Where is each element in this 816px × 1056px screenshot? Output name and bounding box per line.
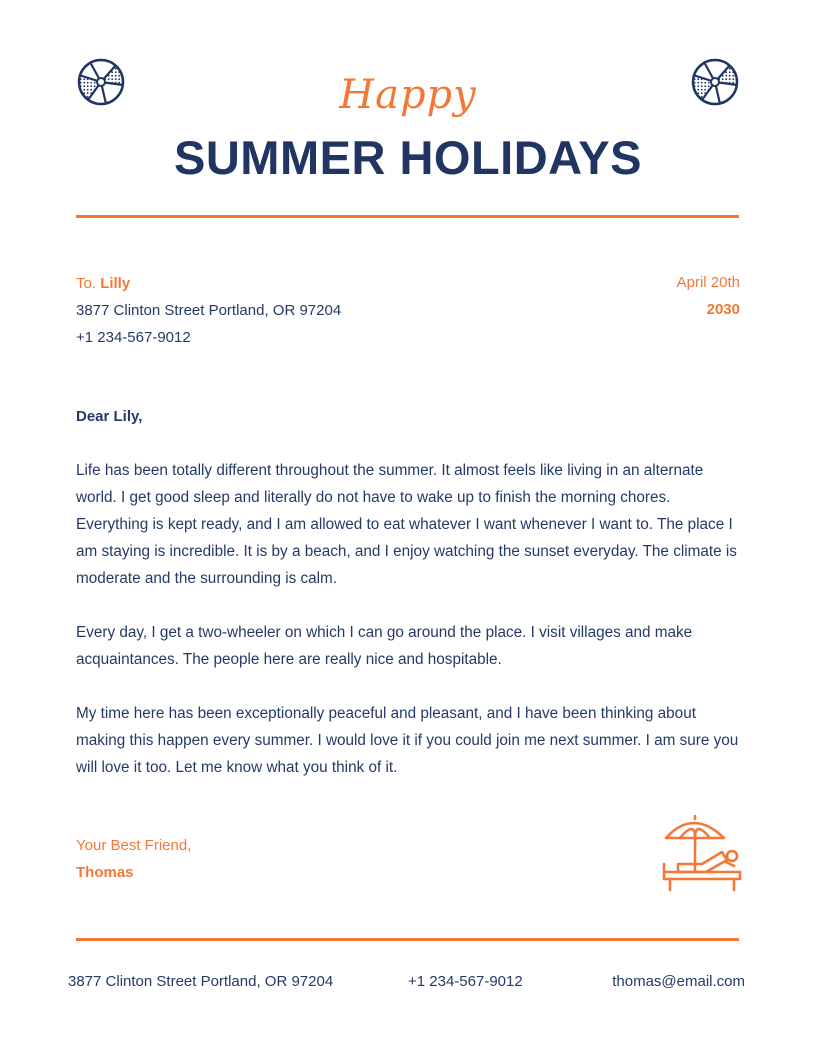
date-year: 2030	[706, 301, 740, 318]
recipient-address: 3877 Clinton Street Portland, OR 97204	[76, 302, 342, 319]
top-divider	[76, 215, 739, 218]
bottom-divider	[76, 938, 739, 941]
footer-phone: +1 234-567-9012	[408, 973, 523, 990]
date-day: April 20th	[676, 274, 740, 291]
body-paragraph-2: Every day, I get a two-wheeler on which I can go around the place. I visit villages and make acquaintances. The people here are really nice and hospitable.	[76, 624, 693, 668]
beach-lounger-umbrella-icon	[660, 814, 742, 896]
body-paragraph-3: My time here has been exceptionally peaceful and pleasant, and I have been thinking about making this happen every summer. I would love it if you could join me next summer. I am sure you will love it too. Let me know what you think of it.	[76, 705, 739, 776]
salutation: Dear Lily,	[76, 408, 143, 425]
footer-address: 3877 Clinton Street Portland, OR 97204	[68, 973, 334, 990]
recipient-phone: +1 234-567-9012	[76, 329, 191, 346]
footer-email[interactable]: thomas@email.com	[612, 973, 745, 990]
to-label: To.	[76, 275, 97, 292]
signature: Thomas	[76, 864, 134, 881]
recipient-line	[76, 270, 130, 297]
body-paragraph-1: Life has been totally different throughout the summer. It almost feels like living in an alternate world. I get good sleep and literally do not have to wake up to finish the morning chores. Everything is kept ready, and I am allowed to eat whatever I want whenever I want to. The place I am staying is incredible. It is by a beach, and I enjoy watching the sunset everyday. The climate is moderate and the surrounding is calm.	[76, 462, 737, 587]
closing: Your Best Friend,	[76, 837, 192, 854]
script-heading: Happy	[339, 72, 477, 118]
recipient-name: Lilly	[100, 275, 131, 292]
page-title: SUMMER HOLIDAYS	[174, 131, 642, 184]
